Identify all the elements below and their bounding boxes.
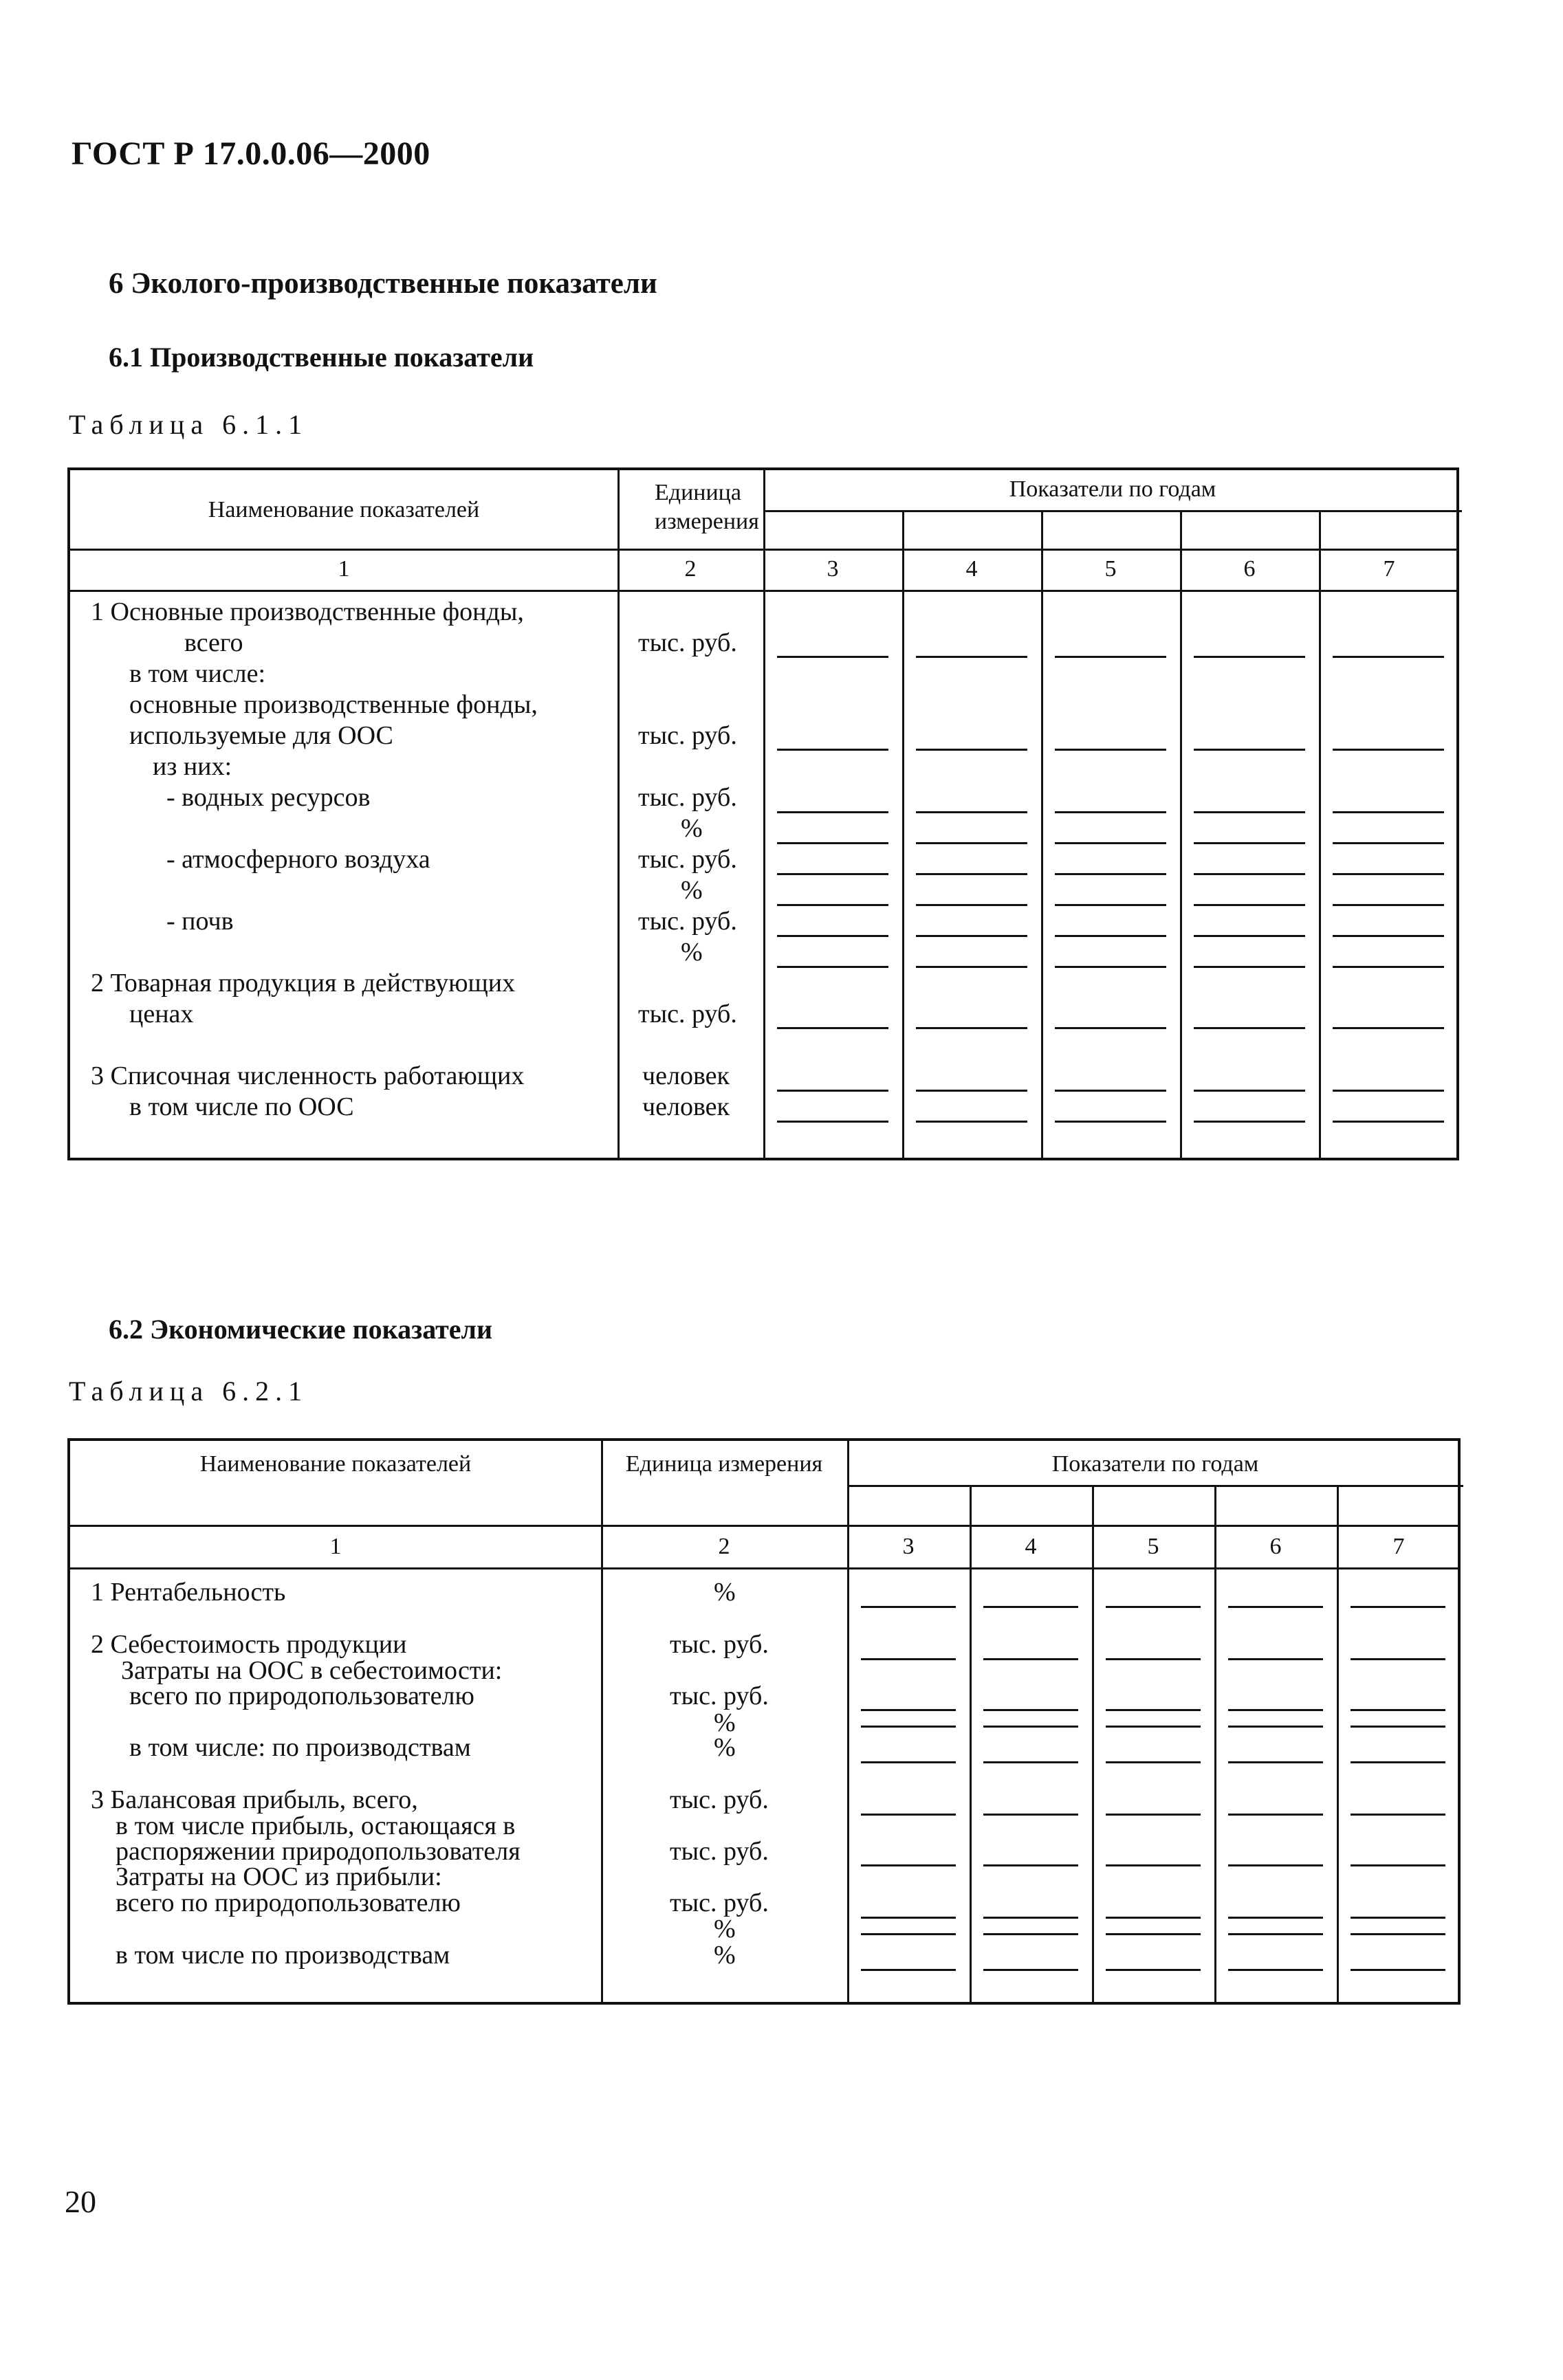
blank-entry-line [1351,1726,1445,1728]
blank-entry-line [1106,1864,1201,1866]
blank-entry-line [983,1969,1078,1971]
blank-entry-line [916,1121,1027,1123]
blank-entry-line [1333,749,1444,751]
table-6-1-1 [67,467,1459,1160]
blank-entry-line [1106,1606,1201,1608]
row-label: 3 Списочная численность работающих [91,1061,525,1090]
blank-entry-line [1333,1121,1444,1123]
blank-entry-line [777,811,888,813]
blank-entry-line [1055,749,1166,751]
blank-entry-line [861,1709,956,1711]
row-label: в том числе: по производствам [129,1733,471,1762]
blank-entry-line [1333,935,1444,937]
blank-entry-line [861,1726,956,1728]
blank-entry-line [983,1814,1078,1816]
row-label: Затраты на ООС в себестоимости: [121,1656,503,1685]
blank-entry-line [777,873,888,875]
blank-entry-line [1106,1726,1201,1728]
row-unit: тыс. руб. [670,1682,769,1710]
blank-entry-line [983,1761,1078,1763]
column-number: 7 [1392,1534,1405,1559]
blank-entry-line [1228,1864,1323,1866]
row-unit: % [714,1578,736,1607]
row-label: - атмосферного воздуха [166,845,430,874]
blank-entry-line [861,1814,956,1816]
header-years: Показатели по годам [1051,1451,1259,1477]
blank-entry-line [1055,966,1166,968]
blank-entry-line [777,935,888,937]
page-number: 20 [65,2184,96,2219]
blank-entry-line [983,1709,1078,1711]
row-label: в том числе прибыль, остающаяся в [116,1811,516,1840]
row-unit: тыс. руб. [638,783,737,812]
blank-entry-line [777,1121,888,1123]
blank-entry-line [916,873,1027,875]
blank-entry-line [916,656,1027,658]
row-label: в том числе: [129,659,266,688]
row-unit: % [714,1941,736,1970]
blank-entry-line [1228,1814,1323,1816]
row-unit: тыс. руб. [638,721,737,750]
row-label: всего [184,628,243,657]
blank-entry-line [983,1864,1078,1866]
blank-entry-line [1106,1814,1201,1816]
blank-entry-line [1333,1027,1444,1029]
blank-entry-line [1106,1933,1201,1935]
blank-entry-line [983,1606,1078,1608]
blank-entry-line [1194,904,1305,906]
blank-entry-line [983,1917,1078,1919]
blank-entry-line [1351,1814,1445,1816]
blank-entry-line [916,935,1027,937]
blank-entry-line [916,966,1027,968]
row-unit: тыс. руб. [638,907,737,936]
column-number: 6 [1269,1534,1282,1559]
row-label: 2 Себестоимость продукции [91,1630,407,1659]
row-label: ценах [129,1000,194,1028]
blank-entry-line [1228,1917,1323,1919]
blank-entry-line [983,1726,1078,1728]
column-number: 6 [1243,556,1256,582]
blank-entry-line [1228,1658,1323,1660]
blank-entry-line [1194,1027,1305,1029]
blank-entry-line [1333,842,1444,844]
blank-entry-line [916,904,1027,906]
table-caption-6-1-1: Таблица 6.1.1 [69,409,309,440]
blank-entry-line [1351,1969,1445,1971]
column-number: 4 [1025,1534,1037,1559]
row-label: в том числе по ООС [129,1092,354,1121]
blank-entry-line [1194,811,1305,813]
row-unit: тыс. руб. [670,1888,769,1917]
blank-entry-line [777,1090,888,1092]
row-unit: % [714,1915,736,1943]
column-number: 4 [965,556,978,582]
blank-entry-line [777,656,888,658]
blank-entry-line [916,1027,1027,1029]
blank-entry-line [861,1761,956,1763]
blank-entry-line [1333,811,1444,813]
blank-entry-line [983,1933,1078,1935]
row-label: - почв [166,907,234,936]
blank-entry-line [1106,1658,1201,1660]
blank-entry-line [861,1933,956,1935]
row-label: 2 Товарная продукция в действующих [91,969,516,998]
blank-entry-line [1351,1864,1445,1866]
blank-entry-line [861,1864,956,1866]
row-unit: тыс. руб. [670,1785,769,1814]
blank-entry-line [1228,1969,1323,1971]
blank-entry-line [916,811,1027,813]
header-name: Наименование показателей [208,497,480,522]
blank-entry-line [1228,1933,1323,1935]
blank-entry-line [1333,656,1444,658]
table-caption-6-2-1: Таблица 6.2.1 [69,1376,309,1407]
blank-entry-line [1055,1027,1166,1029]
row-unit: % [681,814,703,843]
blank-entry-line [916,842,1027,844]
blank-entry-line [777,904,888,906]
header-years: Показатели по годам [1009,476,1216,502]
blank-entry-line [1194,873,1305,875]
row-label: в том числе по производствам [116,1941,450,1970]
row-unit: тыс. руб. [638,845,737,874]
blank-entry-line [1055,935,1166,937]
blank-entry-line [861,1658,956,1660]
blank-entry-line [1333,966,1444,968]
header-unit: Единица измерения [625,1451,823,1477]
blank-entry-line [916,1090,1027,1092]
row-unit: % [681,876,703,905]
row-label: всего по природопользователю [129,1682,474,1710]
row-label: - водных ресурсов [166,783,371,812]
blank-entry-line [1228,1761,1323,1763]
blank-entry-line [1194,842,1305,844]
blank-entry-line [1333,1090,1444,1092]
blank-entry-line [1351,1658,1445,1660]
table-6-2-1 [67,1438,1461,2005]
column-number: 2 [718,1534,730,1559]
blank-entry-line [1055,656,1166,658]
blank-entry-line [1351,1933,1445,1935]
blank-entry-line [1351,1761,1445,1763]
header-unit: Единица измерения [655,480,759,534]
row-unit: человек [642,1092,730,1121]
document-id: ГОСТ Р 17.0.0.06—2000 [72,135,430,172]
blank-entry-line [1106,1761,1201,1763]
row-unit: человек [642,1061,730,1090]
blank-entry-line [1194,1121,1305,1123]
blank-entry-line [1055,1121,1166,1123]
row-label: 1 Основные производственные фонды, [91,597,524,626]
row-label: основные производственные фонды, [129,690,538,719]
row-label: распоряжении природопользователя [116,1837,521,1866]
blank-entry-line [1194,749,1305,751]
blank-entry-line [1351,1606,1445,1608]
row-label: 3 Балансовая прибыль, всего, [91,1785,418,1814]
blank-entry-line [1194,1090,1305,1092]
blank-entry-line [1194,966,1305,968]
blank-entry-line [1228,1709,1323,1711]
blank-entry-line [861,1969,956,1971]
blank-entry-line [1106,1709,1201,1711]
blank-entry-line [1106,1917,1201,1919]
blank-entry-line [1351,1917,1445,1919]
blank-entry-line [861,1606,956,1608]
row-unit: % [714,1708,736,1737]
blank-entry-line [1194,656,1305,658]
subsection-title-6-1: 6.1 Производственные показатели [109,342,534,373]
subsection-title-6-2: 6.2 Экономические показатели [109,1314,493,1345]
header-name: Наименование показателей [199,1451,472,1477]
row-unit: тыс. руб. [638,628,737,657]
blank-entry-line [1055,1090,1166,1092]
blank-entry-line [861,1917,956,1919]
blank-entry-line [1194,935,1305,937]
column-number: 1 [338,556,350,582]
column-number: 5 [1104,556,1117,582]
blank-entry-line [1106,1969,1201,1971]
blank-entry-line [777,1027,888,1029]
column-number: 5 [1147,1534,1159,1559]
blank-entry-line [1055,904,1166,906]
column-number: 1 [329,1534,342,1559]
row-label: всего по природопользователю [116,1888,461,1917]
blank-entry-line [1055,873,1166,875]
blank-entry-line [1333,873,1444,875]
column-number: 3 [902,1534,915,1559]
row-label: из них: [153,752,232,781]
blank-entry-line [777,966,888,968]
blank-entry-line [777,842,888,844]
row-unit: тыс. руб. [670,1630,769,1659]
column-number: 3 [827,556,839,582]
row-label: используемые для ООС [129,721,393,750]
column-number: 7 [1383,556,1395,582]
blank-entry-line [916,749,1027,751]
blank-entry-line [1228,1606,1323,1608]
blank-entry-line [777,749,888,751]
blank-entry-line [1055,811,1166,813]
blank-entry-line [1228,1726,1323,1728]
blank-entry-line [1351,1709,1445,1711]
row-label: Затраты на ООС из прибыли: [116,1862,442,1891]
blank-entry-line [1333,904,1444,906]
blank-entry-line [983,1658,1078,1660]
column-number: 2 [684,556,697,582]
row-unit: % [714,1733,736,1762]
row-unit: тыс. руб. [638,1000,737,1028]
row-unit: % [681,938,703,967]
row-label: 1 Рентабельность [91,1578,286,1607]
blank-entry-line [1055,842,1166,844]
section-title: 6 Эколого-производственные показатели [109,267,657,300]
row-unit: тыс. руб. [670,1837,769,1866]
